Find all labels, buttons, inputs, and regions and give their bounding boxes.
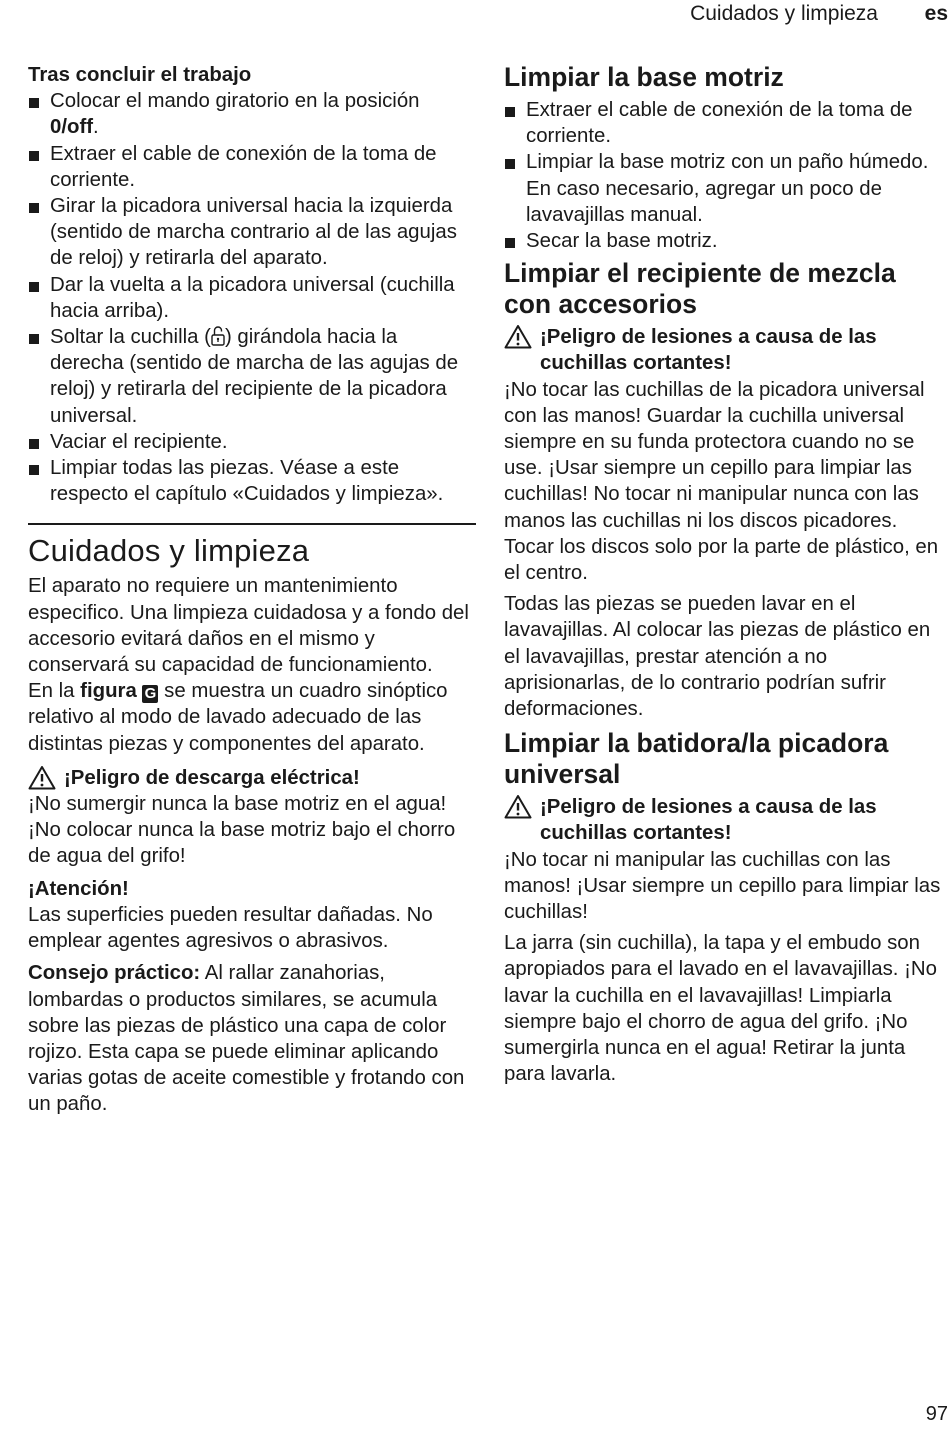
blender-warning (504, 794, 950, 846)
section-divider (28, 523, 476, 525)
step-text: Girar la picadora universal hacia la izquierda (sentido de marcha contrario al de las agujas de reloj) y retirarla del aparato. (50, 195, 457, 270)
list-item (504, 97, 950, 149)
base-section-title: Limpiar la base motriz (504, 62, 784, 92)
tip-text: Al rallar zanahorias, lombardas o productos similares, se acumula sobre las piezas de plástico una capa de color rojizo. Esta capa se puede eliminar aplicando varias gotas de aceite comestible y frotando con un paño. (28, 962, 465, 1116)
bullet-square-icon (29, 151, 39, 161)
step-text: Limpiar todas las piezas. Véase a este respecto el capítulo «Cuidados y limpieza». (50, 457, 444, 506)
tip-label: Consejo práctico: (28, 962, 201, 985)
bowl-warning (504, 324, 950, 376)
bowl-dishwasher-paragraph: Todas las piezas se pueden lavar en el lavavajillas. Al colocar las piezas de plástico en el lavavajillas, prestar atención a no aprisionarlas, de lo contrario podrían sufrir deformaciones. (504, 593, 931, 721)
step-text: Extraer el cable de conexión de la toma de corriente. (50, 142, 437, 191)
tip-paragraph (28, 960, 476, 1117)
header-section-title: Cuidados y limpieza (690, 2, 878, 25)
list-item (28, 272, 476, 324)
list-item (28, 193, 476, 272)
bullet-square-icon (505, 159, 515, 169)
step-text: Dar la vuelta a la picadora universal (cuchilla hacia arriba). (50, 273, 455, 322)
care-paragraph: El aparato no requiere un mantenimiento especifico. Una limpieza cuidadosa y a fondo del accesorio evitará daños en el mismo y conservará su capacidad de funcionamiento. (28, 575, 469, 677)
bullet-square-icon (29, 334, 39, 344)
step-text: Extraer el cable de conexión de la toma de corriente. (526, 99, 913, 148)
step-text: Soltar la cuchilla ( (50, 326, 211, 349)
attention-text: Las superficies pueden resultar dañadas. No emplear agentes agresivos o abrasivos. (28, 903, 433, 953)
care-figure-paragraph (28, 678, 476, 757)
bullet-square-icon (505, 107, 515, 117)
bowl-section-title: Limpiar el recipiente de mezcla con accesorios (504, 258, 896, 320)
step-text: ) girándola hacia la derecha (sentido de marcha de las agujas de reloj) y retirarla del recipiente de la picadora universal. (50, 326, 459, 427)
page-header (0, 2, 950, 30)
attention-title: ¡Atención! (28, 877, 129, 900)
left-column (28, 62, 476, 1118)
list-item (28, 88, 476, 140)
page-number: 97 (925, 1403, 948, 1425)
base-steps (504, 97, 950, 254)
bowl-paragraph: ¡No tocar las cuchillas de la picadora universal con las manos! Guardar la cuchilla universal siempre en su funda protectora cuando no se use. ¡Usar siempre un cepillo para limpiar las cuchillas! No tocar ni manipular nunca con las manos las cuchillas ni los discos picadores. Tocar los discos solo por la parte de plástico, en el centro. (504, 378, 939, 585)
warning-triangle-icon (28, 765, 56, 790)
paragraph-text: En la (28, 680, 81, 703)
blender-paragraph: ¡No tocar ni manipular las cuchillas con las manos! ¡Usar siempre un cepillo para limpiar las cuchillas! (504, 848, 941, 924)
electric-warning-text: ¡No sumergir nunca la base motriz en el agua! ¡No colocar nunca la base motriz bajo el chorro de agua del grifo! (28, 793, 456, 868)
right-column (504, 62, 950, 1088)
list-item (504, 149, 950, 228)
step-text: Colocar el mando giratorio en la posición (50, 90, 420, 113)
bullet-square-icon (29, 203, 39, 213)
list-item (28, 324, 476, 429)
step-text: Secar la base motriz. (526, 230, 718, 253)
after-work-title: Tras concluir el trabajo (28, 64, 252, 86)
header-language-code: es (924, 2, 948, 25)
bullet-square-icon (505, 238, 515, 248)
step-text: Vaciar el recipiente. (50, 430, 228, 453)
list-item (504, 228, 950, 254)
blender-section-title: Limpiar la batidora/la picadora universal (504, 728, 889, 790)
blender-dishwasher-paragraph: La jarra (sin cuchilla), la tapa y el embudo son apropiados para el lavado en el lavavajillas. ¡No lavar la cuchilla en el lavavajillas! Limpiarla siempre bajo el chorro de agua del grifo. ¡No sumergirla nunca en el agua! Retirar la junta para lavarla. (504, 932, 937, 1086)
figure-label: figura (80, 680, 137, 703)
care-section-title: Cuidados y limpieza (28, 533, 310, 569)
list-item (28, 429, 476, 455)
figure-g-badge: G (142, 685, 158, 703)
warning-triangle-icon (504, 794, 532, 819)
list-item (28, 141, 476, 193)
step-text: . (93, 116, 99, 139)
bullet-square-icon (29, 465, 39, 475)
list-item (28, 455, 476, 507)
electric-warning-title: ¡Peligro de descarga eléctrica! (64, 766, 360, 789)
step-text: Limpiar la base motriz con un paño húmedo. En caso necesario, agregar un poco de lavavajillas manual. (526, 151, 929, 226)
paragraph-text: se muestra un cuadro sinóptico relativo al modo de lavado adecuado de las distintas piezas y componentes del aparato. (28, 680, 448, 755)
bullet-square-icon (29, 439, 39, 449)
after-work-steps (28, 88, 476, 507)
bullet-square-icon (29, 282, 39, 292)
bullet-square-icon (29, 98, 39, 108)
electric-warning (28, 765, 476, 791)
warning-triangle-icon (504, 324, 532, 349)
step-bold-text: 0/off (50, 116, 94, 139)
blender-warning-title: ¡Peligro de lesiones a causa de las cuchillas cortantes! (540, 796, 877, 845)
bowl-warning-title: ¡Peligro de lesiones a causa de las cuchillas cortantes! (540, 326, 877, 375)
unlock-icon (211, 325, 225, 347)
